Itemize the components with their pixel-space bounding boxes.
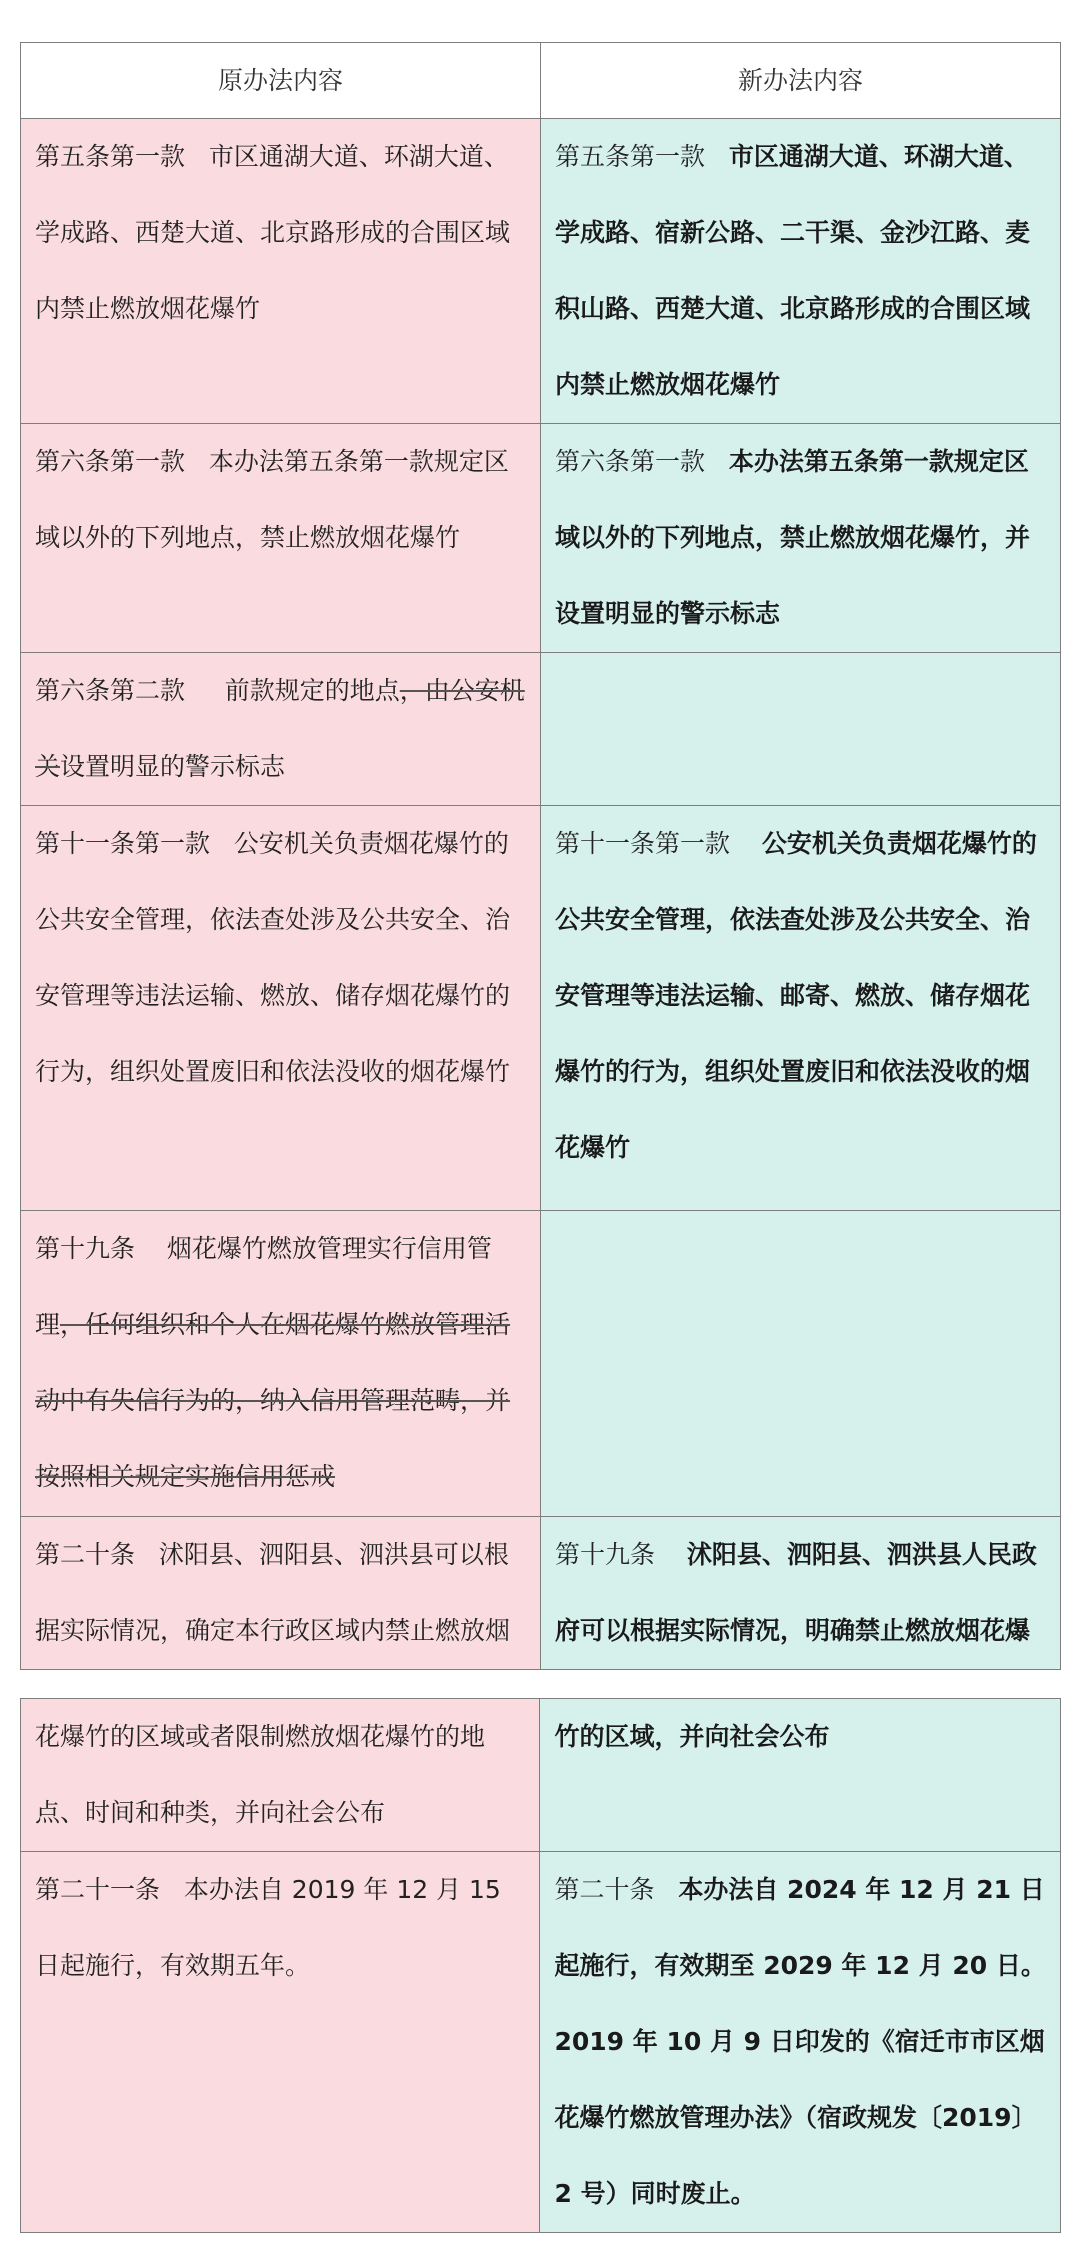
new-text: 竹的区域，并向社会公布 (554, 1722, 830, 1751)
old-clause: 第二十条 (35, 1540, 136, 1569)
table-row (21, 119, 1061, 424)
new-cell (540, 1852, 1061, 2233)
table-row (21, 1211, 1061, 1517)
deleted-text: ，任何组织和个人在烟花爆竹燃放管理活动中有失信行为的，纳入信用管理范畴，并按照相关规定实施信用惩戒 (35, 1310, 511, 1491)
table-header-row (21, 43, 1061, 119)
old-text: 本办法第五条第一款规定区域以外的下列地点，禁止燃放烟花爆竹 (35, 447, 509, 552)
old-text: 花爆竹的区域或者限制燃放烟花爆竹的地点、时间和种类，并向社会公布 (35, 1722, 486, 1827)
table-row (21, 806, 1061, 1211)
old-text: 沭阳县、泗阳县、泗洪县可以根据实际情况，确定本行政区域内禁止燃放烟 (35, 1540, 511, 1645)
new-cell (541, 119, 1061, 424)
new-text: 市区通湖大道、环湖大道、学成路、宿新公路、二干渠、金沙江路、麦积山路、西楚大道、北京路形成的合围区域内禁止燃放烟花爆竹 (555, 142, 1031, 399)
new-text: 本办法第五条第一款规定区域以外的下列地点，禁止燃放烟花爆竹，并设置明显的警示标志 (555, 447, 1031, 628)
new-cell (541, 1517, 1061, 1670)
old-text: 设置明显的警示标志 (60, 752, 286, 781)
old-clause: 第二十一条 (35, 1875, 161, 1904)
old-clause: 第五条第一款 (35, 142, 186, 171)
old-clause: 第十一条第一款 (35, 829, 211, 858)
new-clause: 第六条第一款 (555, 447, 706, 476)
old-clause: 第六条第二款 (35, 676, 186, 705)
old-text: 前款规定的地点 (224, 676, 400, 705)
new-text: 公安机关负责烟花爆竹的公共安全管理，依法查处涉及公共安全、治安管理等违法运输、邮寄、燃放、储存烟花爆竹的行为，组织处置废旧和依法没收的烟花爆竹 (555, 829, 1037, 1162)
old-text: 烟花爆竹燃放管理实行信用管理 (35, 1234, 492, 1339)
old-text: 市区通湖大道、环湖大道、学成路、西楚大道、北京路形成的合围区域内禁止燃放烟花爆竹 (35, 142, 511, 323)
new-clause: 第五条第一款 (555, 142, 706, 171)
table-row (21, 1699, 1061, 1852)
old-cell (21, 424, 541, 653)
deleted-text: ，由公安机关 (35, 676, 525, 781)
old-clause: 第六条第一款 (35, 447, 186, 476)
new-clause: 第十九条 (555, 1540, 656, 1569)
old-cell (21, 119, 541, 424)
old-text: 公安机关负责烟花爆竹的公共安全管理，依法查处涉及公共安全、治安管理等违法运输、燃放、储存烟花爆竹的行为，组织处置废旧和依法没收的烟花爆竹 (35, 829, 511, 1086)
old-cell (21, 1211, 541, 1517)
table-row (21, 1517, 1061, 1670)
old-cell (21, 1517, 541, 1670)
old-cell (21, 1852, 540, 2233)
new-cell-empty (541, 1211, 1061, 1517)
new-text: 本办法自 2024 年 12 月 21 日起施行，有效期至 2029 年 12 月 20 日。2019 年 10 月 9 日印发的《宿迁市市区烟花爆竹燃放管理办法》（宿政规发〔2019〕2 号）同时废止。 (554, 1875, 1046, 2208)
header-new: 新办法内容 (541, 43, 1061, 119)
new-clause: 第二十条 (554, 1875, 655, 1904)
table-row (21, 1852, 1061, 2233)
old-cell (21, 653, 541, 806)
new-text: 沭阳县、泗阳县、泗洪县人民政府可以根据实际情况，明确禁止燃放烟花爆 (555, 1540, 1037, 1645)
new-cell (541, 806, 1061, 1211)
new-clause: 第十一条第一款 (555, 829, 731, 858)
comparison-table (20, 42, 1061, 1670)
new-cell-empty (541, 653, 1061, 806)
comparison-table-continued (20, 1698, 1061, 2233)
table-row (21, 653, 1061, 806)
old-text: 本办法自 2019 年 12 月 15 日起施行，有效期五年。 (35, 1875, 501, 1980)
table-row (21, 424, 1061, 653)
old-cell (21, 1699, 540, 1852)
old-clause: 第十九条 (35, 1234, 136, 1263)
header-old: 原办法内容 (21, 43, 541, 119)
old-cell (21, 806, 541, 1211)
new-cell (540, 1699, 1061, 1852)
new-cell (541, 424, 1061, 653)
